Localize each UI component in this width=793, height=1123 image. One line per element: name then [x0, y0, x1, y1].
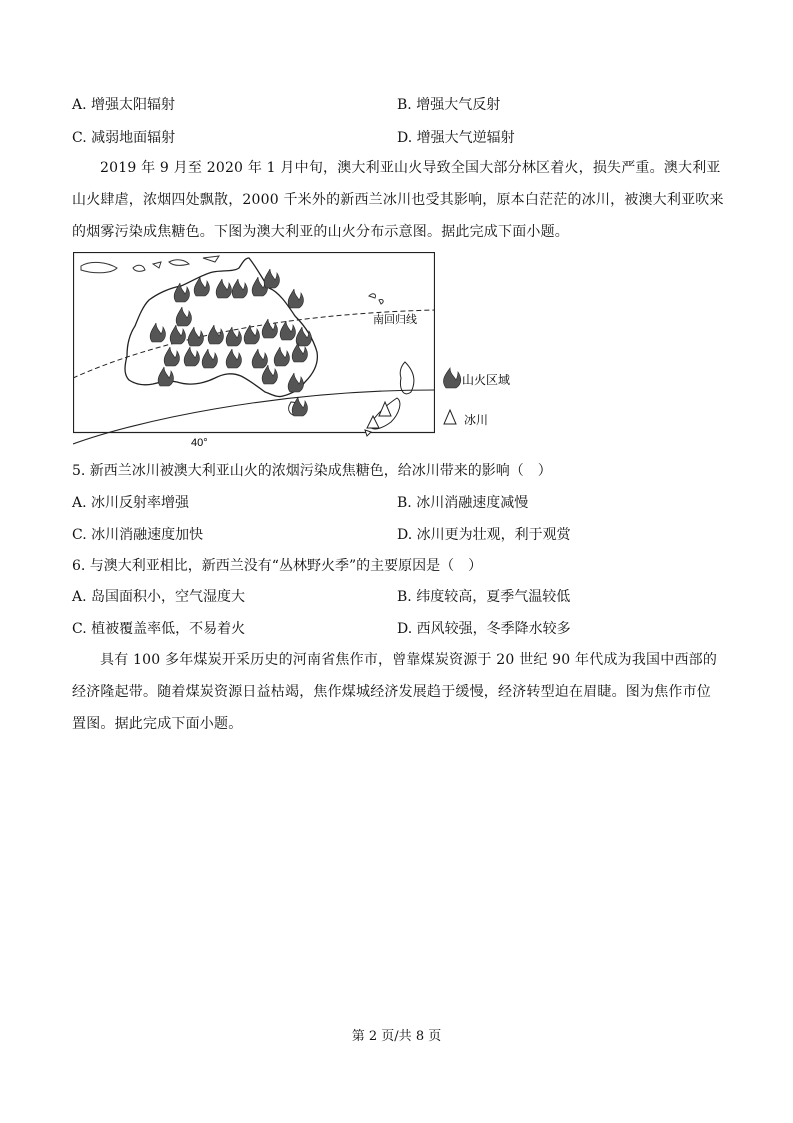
q6-option-a: A. 岛国面积小，空气湿度大 [72, 589, 246, 605]
page-footer: 第 2 页/共 8 页 [351, 1029, 442, 1044]
fire-legend-icon [443, 368, 460, 388]
q6-option-b: B. 纬度较高，夏季气温较低 [397, 589, 571, 605]
latitude-label: 40° [191, 437, 208, 448]
passage-jiaozuo: 具有 100 多年煤炭开采历史的河南省焦作市，曾靠煤炭资源于 20 世纪 90 年代成为我国中西部的经济隆起带。随着煤炭资源日益枯竭，焦作煤城经济发展趋于缓慢，经济转型迫在眉睫。图为焦作市位置图。据此完成下面小题。 [72, 652, 718, 732]
passage-australia-fires: 2019 年 9 月至 2020 年 1 月中旬，澳大利亚山火导致全国大部分林区着火，损失严重。澳大利亚山火肆虐，浓烟四处飘散，2000 千米外的新西兰冰川也受其影响，原本白茫茫的冰川，被澳大利亚吹来的烟雾污染成焦糖色。下图为澳大利亚的山火分布示意图。据此完成下面小题。 [72, 160, 724, 240]
question-5-stem: 5. 新西兰冰川被澳大利亚山火的浓烟污染成焦糖色，给冰川带来的影响（ ） [72, 463, 552, 479]
option-d: D. 增强大气逆辐射 [397, 130, 515, 146]
q6-option-d: D. 西风较强，冬季降水较多 [397, 621, 571, 637]
q5-option-b: B. 冰川消融速度减慢 [397, 495, 529, 511]
q5-option-a: A. 冰川反射率增强 [72, 495, 190, 511]
legend-glacier-label: 冰川 [464, 413, 489, 427]
tropic-label: 南回归线 [373, 314, 417, 326]
q5-option-c: C. 冰川消融速度加快 [72, 527, 204, 543]
option-c: C. 减弱地面辐射 [72, 130, 176, 146]
legend-fire-label: 山火区域 [462, 373, 511, 387]
q6-option-c: C. 植被覆盖率低，不易着火 [72, 621, 246, 637]
option-a: A. 增强太阳辐射 [72, 97, 176, 113]
australia-fire-map [73, 252, 435, 448]
map-legend [440, 366, 550, 436]
option-b: B. 增强大气反射 [397, 97, 501, 113]
question-6-stem: 6. 与澳大利亚相比，新西兰没有“丛林野火季”的主要原因是（ ） [72, 558, 483, 574]
q5-option-d: D. 冰川更为壮观，利于观赏 [397, 527, 571, 543]
glacier-legend-icon [444, 410, 456, 424]
